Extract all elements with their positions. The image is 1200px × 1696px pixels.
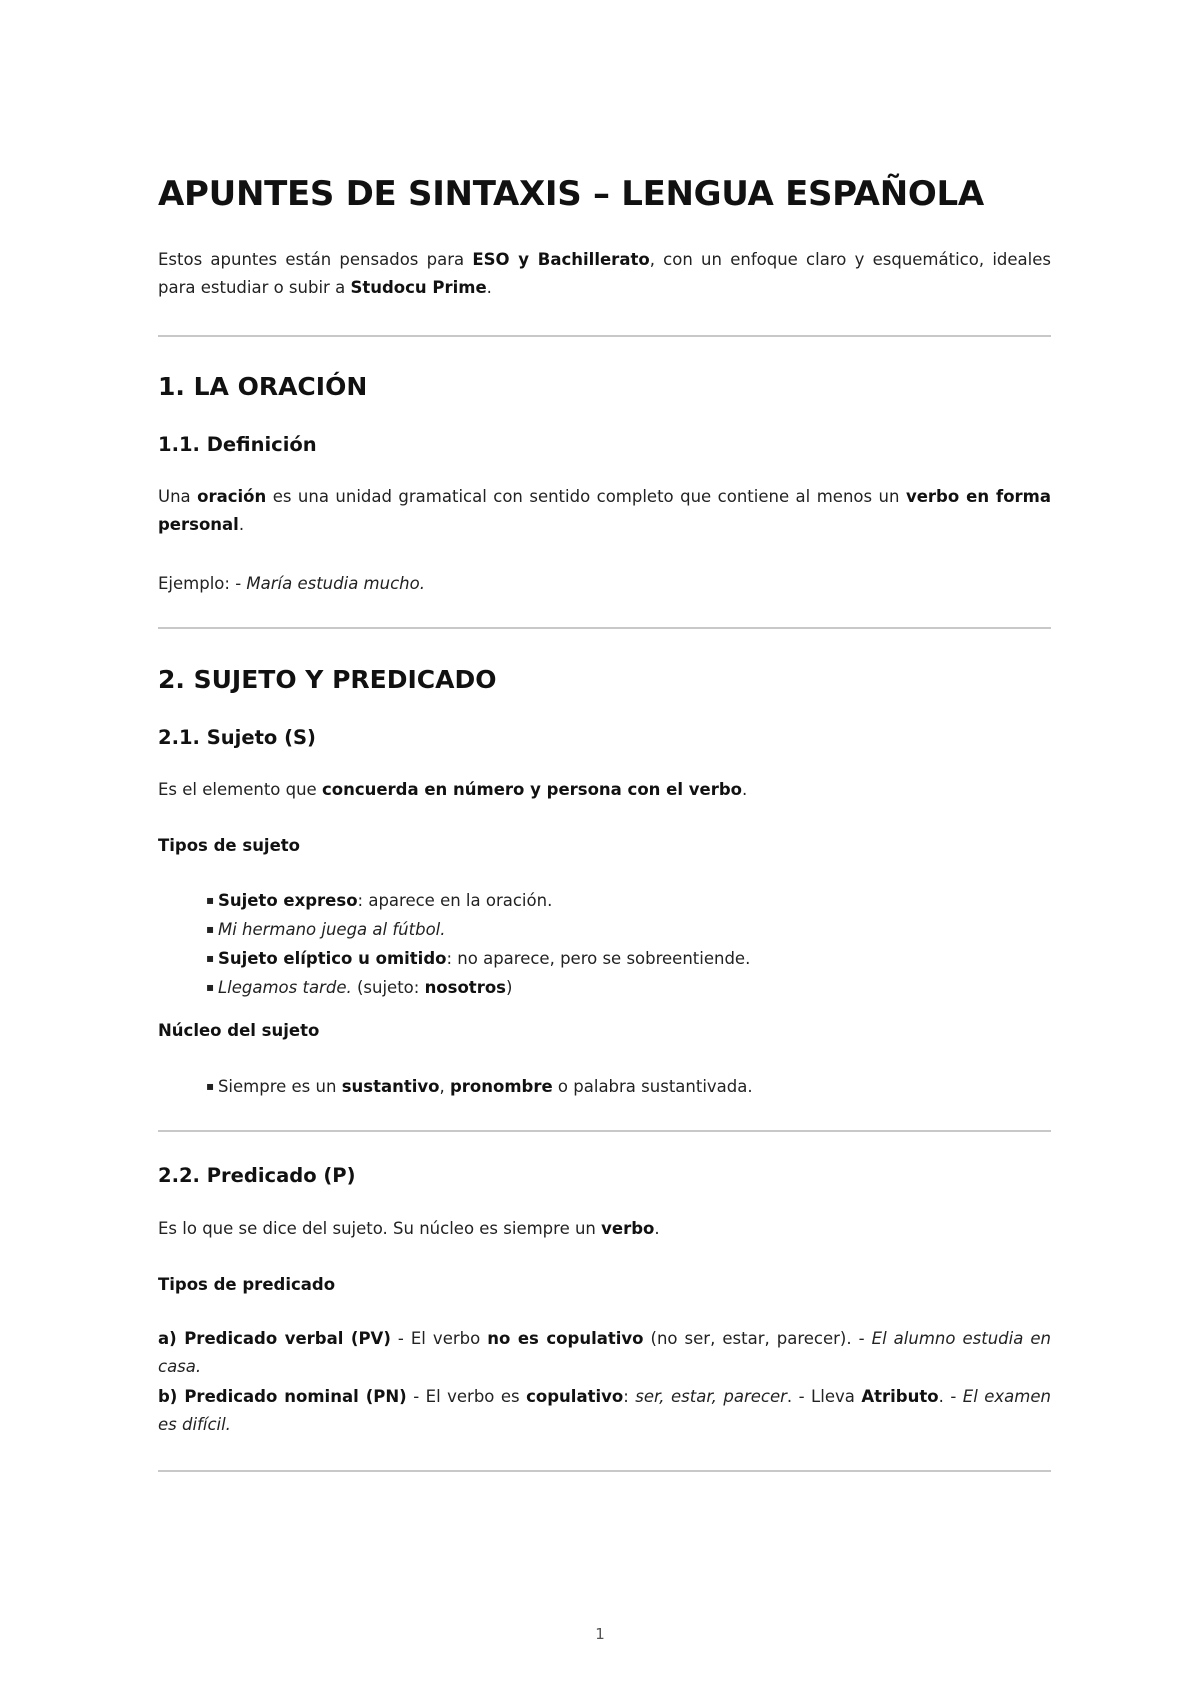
document-title: APUNTES DE SINTAXIS – LENGUA ESPAÑOLA xyxy=(158,174,984,214)
example-line xyxy=(158,570,1051,598)
divider xyxy=(158,1470,1051,1472)
predicate-bold: no es copulativo xyxy=(487,1329,644,1348)
predicate-text: . - xyxy=(938,1387,963,1406)
subject-nucleus-label: Núcleo del sujeto xyxy=(158,1021,320,1040)
predicate-def-text: Es lo que se dice del sujeto. Su núcleo es siempre un xyxy=(158,1219,602,1238)
subject-types-label: Tipos de sujeto xyxy=(158,836,301,855)
section-heading-sujeto-predicado: 2. SUJETO Y PREDICADO xyxy=(158,665,497,694)
list-item-bold: pronombre xyxy=(449,1077,553,1096)
list-item-bold: sustantivo xyxy=(341,1077,440,1096)
predicate-verbal-title: a) Predicado verbal (PV) xyxy=(158,1329,391,1348)
list-item xyxy=(206,1072,753,1101)
definition-text: Una xyxy=(158,487,198,506)
list-item-bold: Sujeto elíptico u omitido xyxy=(217,949,447,968)
subsection-heading-definicion: 1.1. Definición xyxy=(158,433,317,456)
list-item xyxy=(206,886,750,915)
predicate-verbal-line xyxy=(158,1325,1051,1381)
predicate-def-bold: verbo xyxy=(601,1219,655,1238)
predicate-definition xyxy=(158,1215,1051,1243)
subject-definition xyxy=(158,776,1051,804)
predicate-italic: ser, estar, parecer xyxy=(635,1387,787,1406)
subject-types-list xyxy=(206,886,750,1002)
list-item-example: Mi hermano juega al fútbol. xyxy=(217,920,446,939)
subject-nucleus-list xyxy=(206,1072,753,1101)
list-item xyxy=(206,973,750,1002)
predicate-text: - El verbo xyxy=(390,1329,488,1348)
predicate-example: El examen es difícil. xyxy=(158,1387,1051,1434)
predicate-bold: copulativo xyxy=(526,1387,624,1406)
predicate-nominal-title: b) Predicado nominal (PN) xyxy=(158,1387,407,1406)
divider xyxy=(158,627,1051,629)
predicate-text: . - Lleva xyxy=(786,1387,862,1406)
list-item-text: , xyxy=(439,1077,450,1096)
list-item-text: Siempre es un xyxy=(217,1077,342,1096)
definition-bold: verbo en forma personal xyxy=(158,487,1052,534)
subsection-heading-predicado: 2.2. Predicado (P) xyxy=(158,1164,356,1187)
predicate-example: El alumno estudia en casa. xyxy=(158,1329,1051,1376)
definition-bold: oración xyxy=(197,487,267,506)
subject-def-text: Es el elemento que xyxy=(158,780,322,799)
list-item xyxy=(206,915,750,944)
divider xyxy=(158,335,1051,337)
list-item-text: : aparece en la oración. xyxy=(357,891,553,910)
list-item-text: o palabra sustantivada. xyxy=(552,1077,753,1096)
predicate-text: : xyxy=(623,1387,636,1406)
predicate-def-text: . xyxy=(654,1219,660,1238)
definition-text: . xyxy=(238,515,245,534)
list-item-bold: Sujeto expreso xyxy=(217,891,358,910)
list-item-text: (sujeto: xyxy=(351,978,425,997)
predicate-text: - El verbo es xyxy=(406,1387,527,1406)
intro-bold-studocu: Studocu Prime xyxy=(350,278,487,297)
page-number: 1 xyxy=(595,1625,605,1643)
subsection-heading-sujeto: 2.1. Sujeto (S) xyxy=(158,726,316,749)
intro-paragraph xyxy=(158,246,1051,302)
example-sentence: María estudia mucho. xyxy=(246,574,425,593)
example-label: Ejemplo: - xyxy=(158,574,247,593)
list-item-example: Llegamos tarde. xyxy=(217,978,352,997)
definition-text: es una unidad gramatical con sentido completo que contiene al menos un xyxy=(266,487,906,506)
subject-def-bold: concuerda en número y persona con el verbo xyxy=(321,780,742,799)
predicate-bold: Atributo xyxy=(861,1387,939,1406)
section-heading-oracion: 1. LA ORACIÓN xyxy=(158,372,368,401)
predicate-types-label: Tipos de predicado xyxy=(158,1275,336,1294)
list-item-text: ) xyxy=(505,978,513,997)
predicate-text: (no ser, estar, parecer). - xyxy=(643,1329,872,1348)
list-item-bold: nosotros xyxy=(424,978,506,997)
divider xyxy=(158,1130,1051,1132)
list-item xyxy=(206,944,750,973)
predicate-nominal-line xyxy=(158,1383,1051,1439)
subject-def-text: . xyxy=(742,780,748,799)
intro-text: . xyxy=(486,278,492,297)
intro-text: Estos apuntes están pensados para xyxy=(158,250,473,269)
definition-paragraph xyxy=(158,483,1051,539)
intro-bold-eso: ESO y Bachillerato xyxy=(472,250,650,269)
list-item-text: : no aparece, pero se sobreentiende. xyxy=(446,949,751,968)
intro-text: , con un enfoque claro y esquemático, ideales para estudiar o subir a xyxy=(158,250,1051,297)
